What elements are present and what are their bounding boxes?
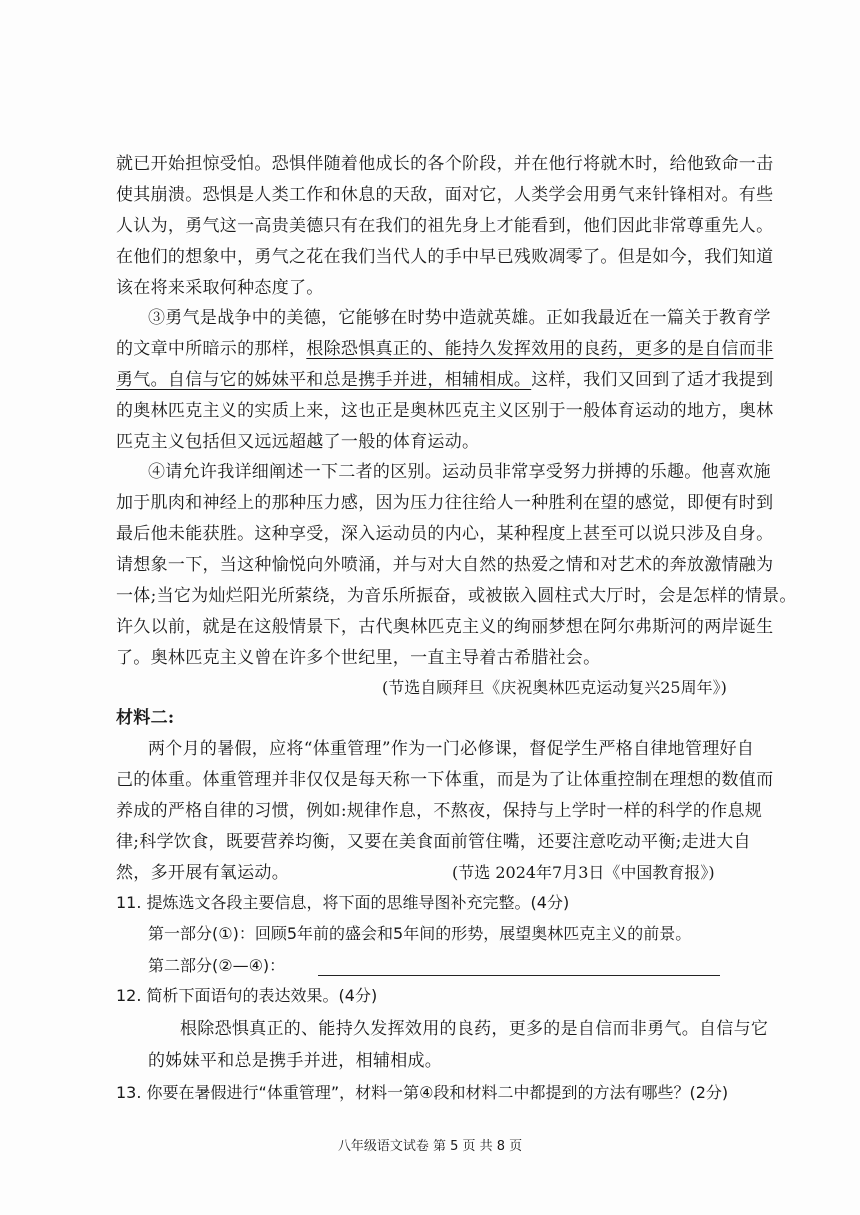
paragraph-3-line: ③勇气是战争中的美德，它能够在时势中造就英雄。正如我最近在一篇关于教育学 bbox=[148, 308, 771, 328]
paragraph-4-line: 了。奥林匹克主义曾在许多个世纪里，一直主导着古希腊社会。 bbox=[116, 648, 601, 668]
paragraph-3-line: 的奥林匹克主义的实质上来，这也正是奥林匹克主义区别于一般体育运动的地方，奥林 bbox=[116, 401, 774, 421]
paragraph-4-line: 最后他未能获胜。这种享受，深入运动员的内心，某种程度上甚至可以说只涉及自身。 bbox=[116, 524, 774, 544]
source-citation-2: (节选 2024年7月3日《中国教育报》) bbox=[452, 863, 715, 882]
paragraph-4-line: 请想象一下，当这种愉悦向外喷涌，并与对大自然的热爱之情和对艺术的奔放激情融为 bbox=[116, 555, 774, 575]
material-2-line: 律;科学饮食，既要营养均衡，又要在美食面前管住嘴，还要注意吃动平衡;走进大自 bbox=[116, 832, 751, 852]
paragraph-3-line bbox=[116, 369, 773, 391]
material-2-line: 两个月的暑假，应将“体重管理”作为一门必修课，督促学生严格自律地管理好自 bbox=[148, 739, 755, 759]
question-11-part-2-label: 第二部分(②—④)： bbox=[148, 956, 286, 975]
question-12-quote-line: 根除恐惧真正的、能持久发挥效用的良药，更多的是自信而非勇气。自信与它 bbox=[180, 1019, 769, 1039]
page-footer: 八年级语文试卷 第 5 页 共 8 页 bbox=[337, 1139, 523, 1154]
plain-text: 的文章中所暗示的那样， bbox=[116, 339, 307, 359]
plain-text: 这样，我们又回到了适才我提到 bbox=[531, 370, 774, 390]
paragraph-4-line: ④请允许我详细阐述一下二者的区别。运动员非常享受努力拼搏的乐趣。他喜欢施 bbox=[148, 462, 771, 482]
paragraph-line: 使其崩溃。恐惧是人类工作和休息的天敌，面对它，人类学会用勇气来针锋相对。有些 bbox=[116, 185, 774, 205]
source-citation-1: (节选自顾拜旦《庆祝奥林匹克运动复兴25周年》) bbox=[382, 678, 727, 697]
underlined-sentence: 根除恐惧真正的、能持久发挥效用的良药，更多的是自信而非 bbox=[306, 339, 774, 359]
question-11: 11. 提炼选文各段主要信息，将下面的思维导图补充完整。(4分) bbox=[116, 893, 570, 912]
paragraph-3-line bbox=[116, 338, 773, 360]
paragraph-4-line: 加于肌肉和神经上的那种压力感，因为压力往往给人一种胜利在望的感觉，即便有时到 bbox=[116, 493, 774, 513]
paragraph-4-line: 一体;当它为灿烂阳光所萦绕，为音乐所振奋，或被嵌入圆柱式大厅时，会是怎样的情景。 bbox=[116, 586, 797, 606]
paragraph-4-line: 许久以前，就是在这般情景下，古代奥林匹克主义的绚丽梦想在阿尔弗斯河的两岸诞生 bbox=[116, 617, 774, 637]
underlined-sentence: 勇气。自信与它的姊妹平和总是携手并进，相辅相成。 bbox=[116, 370, 532, 390]
material-2-line: 然，多开展有氧运动。 bbox=[116, 863, 289, 883]
question-12-quote-line: 的姊妹平和总是携手并进，相辅相成。 bbox=[148, 1051, 443, 1071]
paragraph-line: 人认为，勇气这一高贵美德只有在我们的祖先身上才能看到，他们因此非常尊重先人。 bbox=[116, 216, 774, 236]
question-12: 12. 简析下面语句的表达效果。(4分) bbox=[116, 986, 378, 1005]
material-2-line: 己的体重。体重管理并非仅仅是每天称一下体重，而是为了让体重控制在理想的数值而 bbox=[116, 770, 774, 790]
question-11-part-1: 第一部分(①)：回顾5年前的盛会和5年间的形势，展望奥林匹克主义的前景。 bbox=[148, 924, 692, 943]
material-2-line: 养成的严格自律的习惯，例如:规律作息，不熬夜，保持与上学时一样的科学的作息规 bbox=[116, 801, 763, 821]
paragraph-line: 就已开始担惊受怕。恐惧伴随着他成长的各个阶段，并在他行将就木时，给他致命一击 bbox=[116, 154, 774, 174]
answer-blank-line[interactable] bbox=[318, 975, 720, 976]
question-13: 13. 你要在暑假进行“体重管理”，材料一第④段和材料二中都提到的方法有哪些？(2分) bbox=[116, 1083, 729, 1102]
paragraph-line: 该在将来采取何种态度了。 bbox=[116, 278, 324, 298]
paragraph-line: 在他们的想象中，勇气之花在我们当代人的手中早已残败凋零了。但是如今，我们知道 bbox=[116, 247, 774, 267]
paragraph-3-line: 匹克主义包括但又远远超越了一般的体育运动。 bbox=[116, 432, 480, 452]
material-2-heading: 材料二: bbox=[116, 708, 175, 728]
